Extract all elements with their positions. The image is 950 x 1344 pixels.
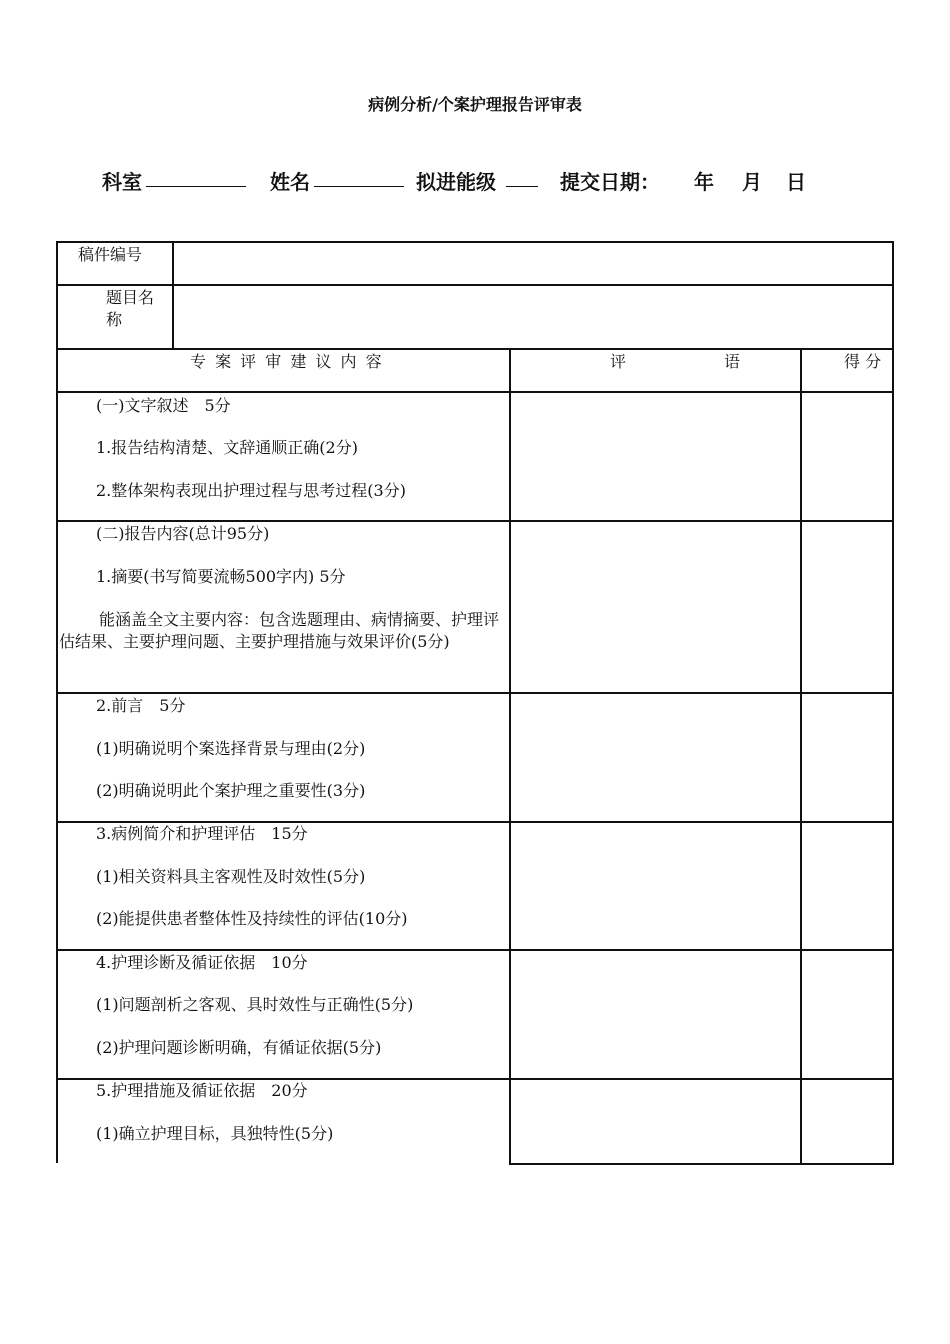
row-divider (56, 348, 894, 350)
table-border-right (892, 241, 894, 1165)
col-header-score: 得 分 (844, 352, 882, 371)
date-label: 提交日期： (560, 170, 660, 194)
topic-label-line1: 题目名 (106, 288, 155, 307)
content-col-divider (509, 348, 511, 1165)
name-blank[interactable] (314, 166, 404, 187)
comment-cell[interactable] (513, 953, 798, 1076)
section-2-title: (二)报告内容(总计95分) (96, 524, 270, 543)
section-2-item-1: 1.摘要(书写简要流畅500字内) 5分 (96, 567, 346, 586)
score-cell[interactable] (804, 953, 890, 1076)
score-cell[interactable] (804, 696, 890, 819)
topic-label-line2: 称 (106, 310, 123, 329)
col-header-comment-1: 评 (610, 352, 627, 371)
row-divider (56, 391, 894, 393)
score-cell[interactable] (804, 1082, 890, 1162)
topic-field[interactable] (176, 287, 890, 346)
comment-cell[interactable] (513, 696, 798, 819)
section-4-item-2: (2)能提供患者整体性及持续性的评估(10分) (96, 909, 408, 928)
comment-cell[interactable] (513, 825, 798, 947)
comment-cell[interactable] (513, 1082, 798, 1162)
dept-label: 科室 (102, 170, 142, 194)
row-divider (56, 692, 894, 694)
level-blank[interactable] (506, 166, 538, 187)
section-6-item-1: (1)确立护理目标，具独特性(5分) (96, 1124, 334, 1143)
year-label: 年 (694, 170, 714, 194)
section-6-title: 5.护理措施及循证依据 20分 (96, 1081, 308, 1100)
score-cell[interactable] (804, 825, 890, 947)
section-3-title: 2.前言 5分 (96, 696, 186, 715)
month-label: 月 (742, 170, 762, 194)
dept-blank[interactable] (146, 166, 246, 187)
section-4-item-1: (1)相关资料具主客观性及时效性(5分) (96, 867, 366, 886)
manuscript-no-field[interactable] (176, 244, 890, 282)
comment-col-divider (800, 348, 802, 1165)
row-divider (56, 520, 894, 522)
col-header-content: 专 案 评 审 建 议 内 容 (190, 352, 384, 371)
section-5-title: 4.护理诊断及循证依据 10分 (96, 953, 308, 972)
section-3-item-1: (1)明确说明个案选择背景与理由(2分) (96, 739, 366, 758)
page-title: 病例分析/个案护理报告评审表 (368, 95, 582, 114)
label-col-divider (172, 241, 174, 349)
table-border-bottom (509, 1163, 894, 1165)
section-2-item-2: 能涵盖全文主要内容：包含选题理由、病情摘要、护理评估结果、主要护理问题、主要护理措施与效果评价(5分) (59, 610, 500, 651)
section-1-item-1: 1.报告结构清楚、文辞通顺正确(2分) (96, 438, 358, 457)
table-border-top (56, 241, 894, 243)
section-1-item-2: 2.整体架构表现出护理过程与思考过程(3分) (96, 481, 406, 500)
day-label: 日 (786, 170, 806, 194)
score-cell[interactable] (804, 395, 890, 519)
comment-cell[interactable] (513, 524, 798, 690)
section-5-item-2: (2)护理问题诊断明确，有循证依据(5分) (96, 1038, 382, 1057)
section-3-item-2: (2)明确说明此个案护理之重要性(3分) (96, 781, 366, 800)
manuscript-no-label: 稿件编号 (78, 245, 143, 264)
row-divider (56, 284, 894, 286)
section-4-title: 3.病例简介和护理评估 15分 (96, 824, 308, 843)
section-1-title: (一)文字叙述 5分 (96, 396, 231, 415)
name-label: 姓名 (270, 170, 310, 194)
row-divider (56, 949, 894, 951)
section-5-item-1: (1)问题剖析之客观、具时效性与正确性(5分) (96, 995, 414, 1014)
comment-cell[interactable] (513, 395, 798, 519)
col-header-comment-2: 语 (724, 352, 741, 371)
level-label: 拟进能级 (416, 170, 496, 194)
score-cell[interactable] (804, 524, 890, 690)
table-border-left (56, 241, 58, 1163)
